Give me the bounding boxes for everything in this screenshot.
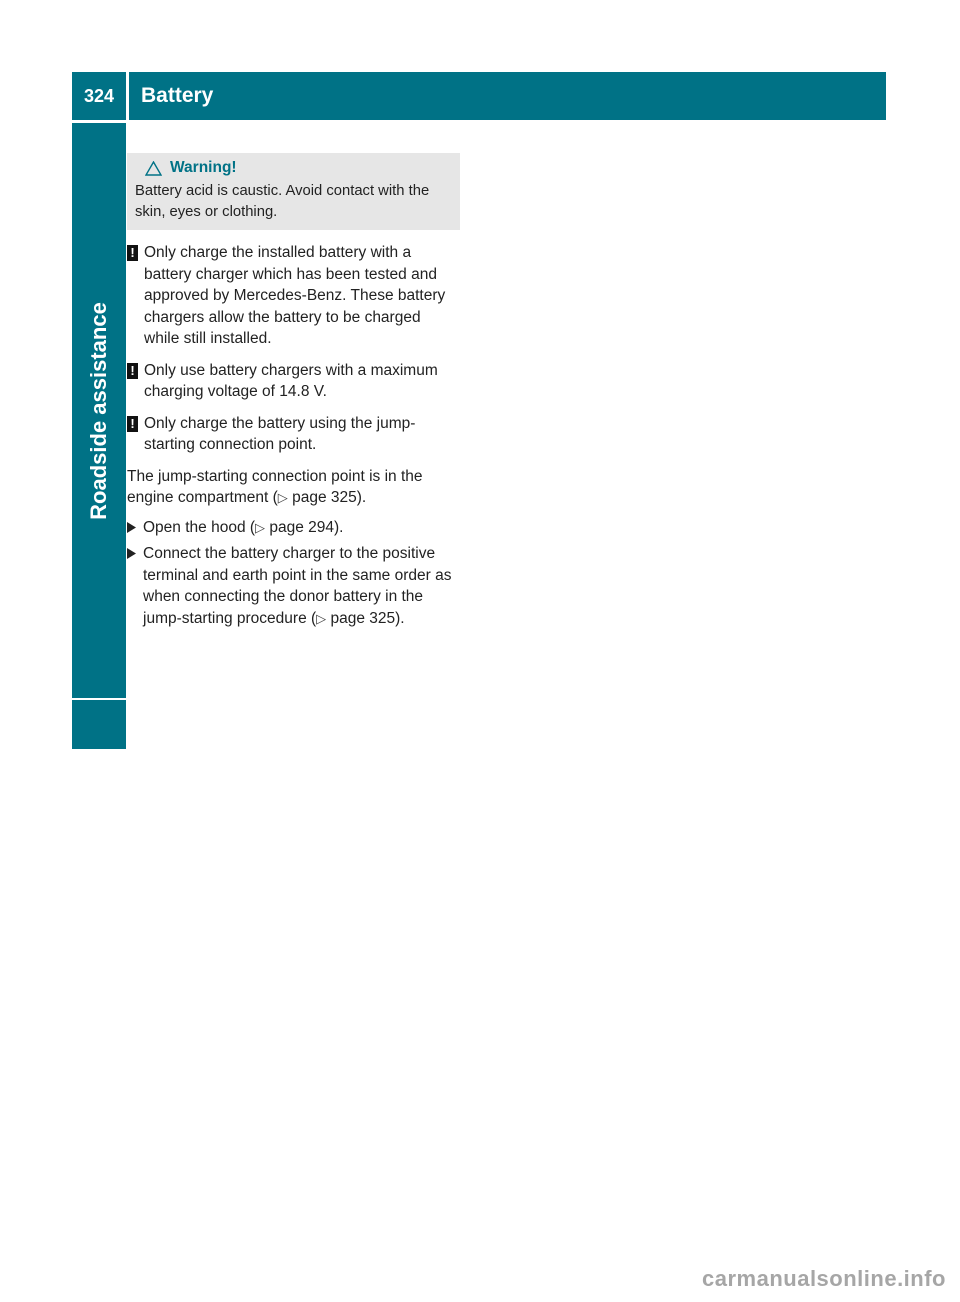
note-item bbox=[127, 242, 460, 350]
paragraph-text: The jump-starting connection point is in the engine compartment ( bbox=[127, 467, 423, 506]
warning-box bbox=[127, 153, 460, 230]
page-reference-link[interactable]: page 294). bbox=[265, 518, 344, 536]
page-ref-icon: ▷ bbox=[255, 519, 266, 535]
step-text: Open the hood ( bbox=[143, 518, 256, 536]
step-item bbox=[127, 517, 460, 539]
exclamation-icon: ! bbox=[127, 416, 138, 432]
note-text: Only charge the installed battery with a battery charger which has been tested and approved by Mercedes-Benz. These battery chargers allow the battery to be charged while still installed. bbox=[144, 244, 446, 347]
step-arrow-icon bbox=[127, 548, 136, 559]
exclamation-icon: ! bbox=[127, 245, 138, 261]
note-item bbox=[127, 360, 460, 403]
watermark: carmanualsonline.info bbox=[702, 1266, 946, 1291]
page-number: 324 bbox=[72, 72, 126, 120]
warning-text: Battery acid is caustic. Avoid contact with the skin, eyes or clothing. bbox=[135, 183, 430, 220]
warning-heading: Warning! bbox=[170, 159, 237, 176]
step-text: Connect the battery charger to the positive terminal and earth point in the same order as when connecting the donor battery in the jump-starting procedure ( bbox=[143, 545, 452, 627]
page-ref-icon: ▷ bbox=[277, 490, 288, 505]
info-paragraph bbox=[127, 466, 460, 509]
note-item bbox=[127, 413, 460, 456]
page-reference-link[interactable]: page 325). bbox=[287, 489, 367, 506]
note-text: Only charge the battery using the jump-starting connection point. bbox=[144, 414, 416, 453]
page-ref-icon: ▷ bbox=[316, 610, 327, 626]
main-content bbox=[127, 153, 460, 634]
warning-header bbox=[135, 157, 452, 179]
page-reference-link[interactable]: page 325). bbox=[326, 609, 405, 627]
sidebar-marker bbox=[72, 700, 126, 749]
chapter-label-container bbox=[72, 123, 126, 698]
exclamation-icon: ! bbox=[127, 363, 138, 379]
note-text: Only use battery chargers with a maximum charging voltage of 14.8 V. bbox=[144, 361, 438, 400]
step-arrow-icon bbox=[127, 522, 136, 533]
chapter-label: Roadside assistance bbox=[86, 301, 112, 520]
section-title: Battery bbox=[129, 72, 886, 120]
step-item bbox=[127, 543, 460, 629]
warning-triangle-icon bbox=[145, 161, 162, 176]
